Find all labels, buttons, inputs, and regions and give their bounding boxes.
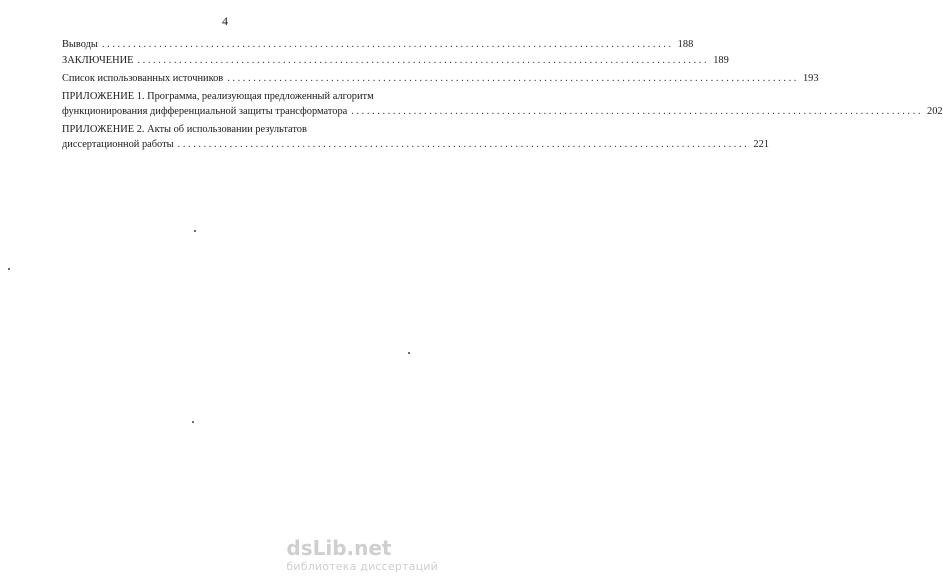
toc-entry-vyvody xyxy=(62,39,694,53)
toc-entry-appendix-1-line-1 xyxy=(62,92,407,107)
toc-entry-title: ПРИЛОЖЕНИЕ 2. Акты об использовании результатов xyxy=(62,124,307,135)
dot-leader: .............................................................................................................. xyxy=(351,106,924,117)
dot-leader: .............................................................................................................. xyxy=(227,73,799,84)
dot-leader: .............................................................................................................. xyxy=(101,39,674,50)
toc-entry-page: 202 xyxy=(927,106,943,117)
toc-entry-appendix-1-line-2 xyxy=(62,106,943,122)
page-number: 4 xyxy=(222,14,228,28)
scan-speck xyxy=(8,268,10,270)
dot-leader: .............................................................................................................. xyxy=(137,55,710,66)
toc-entry-page: 193 xyxy=(802,73,819,84)
table-of-contents xyxy=(62,39,943,155)
toc-entry-title-continued: диссертационной работы xyxy=(62,139,174,150)
toc-entry-title: Выводы xyxy=(62,39,98,50)
scan-speck xyxy=(192,421,194,423)
scan-speck xyxy=(408,352,410,354)
watermark xyxy=(286,538,438,573)
toc-entry-zaklyuchenie xyxy=(62,55,729,71)
toc-entry-sources xyxy=(62,73,819,89)
toc-entry-appendix-2-line-1 xyxy=(62,125,407,140)
toc-entry-page: 189 xyxy=(713,55,729,66)
toc-entry-page: 221 xyxy=(753,139,769,150)
watermark-subtitle: библиотека диссертаций xyxy=(286,560,438,573)
toc-entry-page: 188 xyxy=(677,39,694,50)
dot-leader: .............................................................................................................. xyxy=(177,139,750,150)
toc-entry-title: Список использованных источников xyxy=(62,73,224,84)
watermark-logo: dsLib.net xyxy=(286,536,392,560)
toc-entry-title: ПРИЛОЖЕНИЕ 1. Программа, реализующая предложенный алгоритм xyxy=(62,91,374,102)
scan-speck xyxy=(194,230,196,232)
toc-entry-title: ЗАКЛЮЧЕНИЕ xyxy=(62,55,134,66)
toc-entry-appendix-2-line-2 xyxy=(62,139,769,155)
toc-entry-title-continued: функционирования дифференциальной защиты трансформатора xyxy=(62,106,348,117)
